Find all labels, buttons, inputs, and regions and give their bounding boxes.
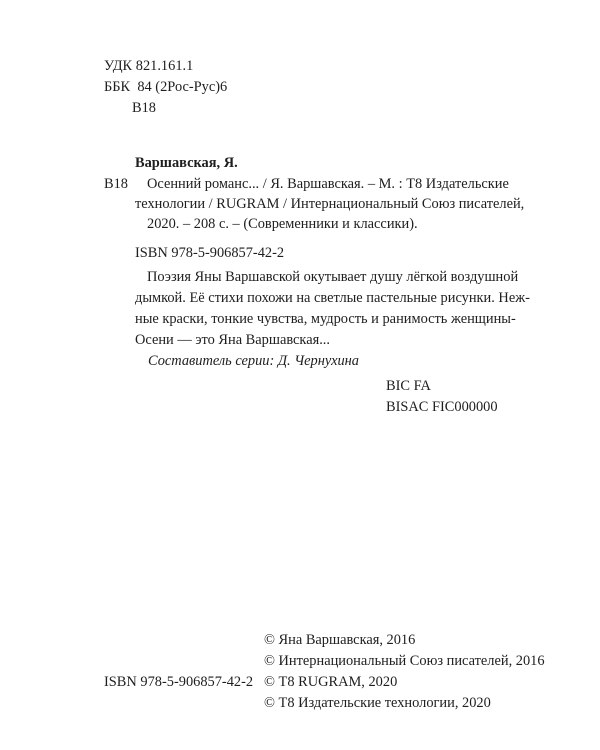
- classification-block: [104, 56, 227, 119]
- bibliographic-description: [135, 174, 524, 234]
- copyright-block: [264, 630, 545, 714]
- series-compiler: Составитель серии: Д. Чернухина: [148, 353, 359, 369]
- annotation-line-4: Осени — это Яна Варшавская...: [135, 332, 331, 348]
- bbk-code: ББК 84 (2Рос-Рус)6: [104, 79, 228, 95]
- isbn-main: ISBN 978-5-906857-42-2: [135, 245, 285, 261]
- isbn-footer: ISBN 978-5-906857-42-2: [104, 674, 254, 690]
- bibliography-line-3: 2020. – 208 с. – (Современники и классики).: [147, 216, 418, 232]
- bibliography-line-1: Осенний романс... / Я. Варшавская. – М. : Т8 Издательские: [147, 176, 509, 192]
- author-mark: В18: [132, 100, 156, 116]
- bic-code: BIC FA: [386, 378, 431, 394]
- copyright-line-2: © Интернациональный Союз писателей, 2016: [264, 653, 545, 669]
- author-name: Варшавская, Я.: [135, 155, 238, 171]
- annotation-line-1: Поэзия Яны Варшавской окутывает душу лёгкой воздушной: [147, 269, 519, 285]
- copyright-line-1: © Яна Варшавская, 2016: [264, 632, 416, 648]
- bibliography-author-mark: В18: [104, 176, 128, 192]
- copyright-line-4: © Т8 Издательские технологии, 2020: [264, 695, 491, 711]
- udk-code: УДК 821.161.1: [104, 58, 194, 74]
- annotation-line-2: дымкой. Её стихи похожи на светлые пастельные рисунки. Неж-: [135, 290, 530, 306]
- bic-block: [386, 376, 498, 418]
- annotation-line-3: ные краски, тонкие чувства, мудрость и ранимость женщины-: [135, 311, 516, 327]
- bisac-code: BISAC FIC000000: [386, 399, 498, 415]
- annotation: [135, 267, 530, 351]
- copyright-line-3: © Т8 RUGRAM, 2020: [264, 674, 398, 690]
- bibliography-line-2: технологии / RUGRAM / Интернациональный Союз писателей,: [135, 196, 525, 212]
